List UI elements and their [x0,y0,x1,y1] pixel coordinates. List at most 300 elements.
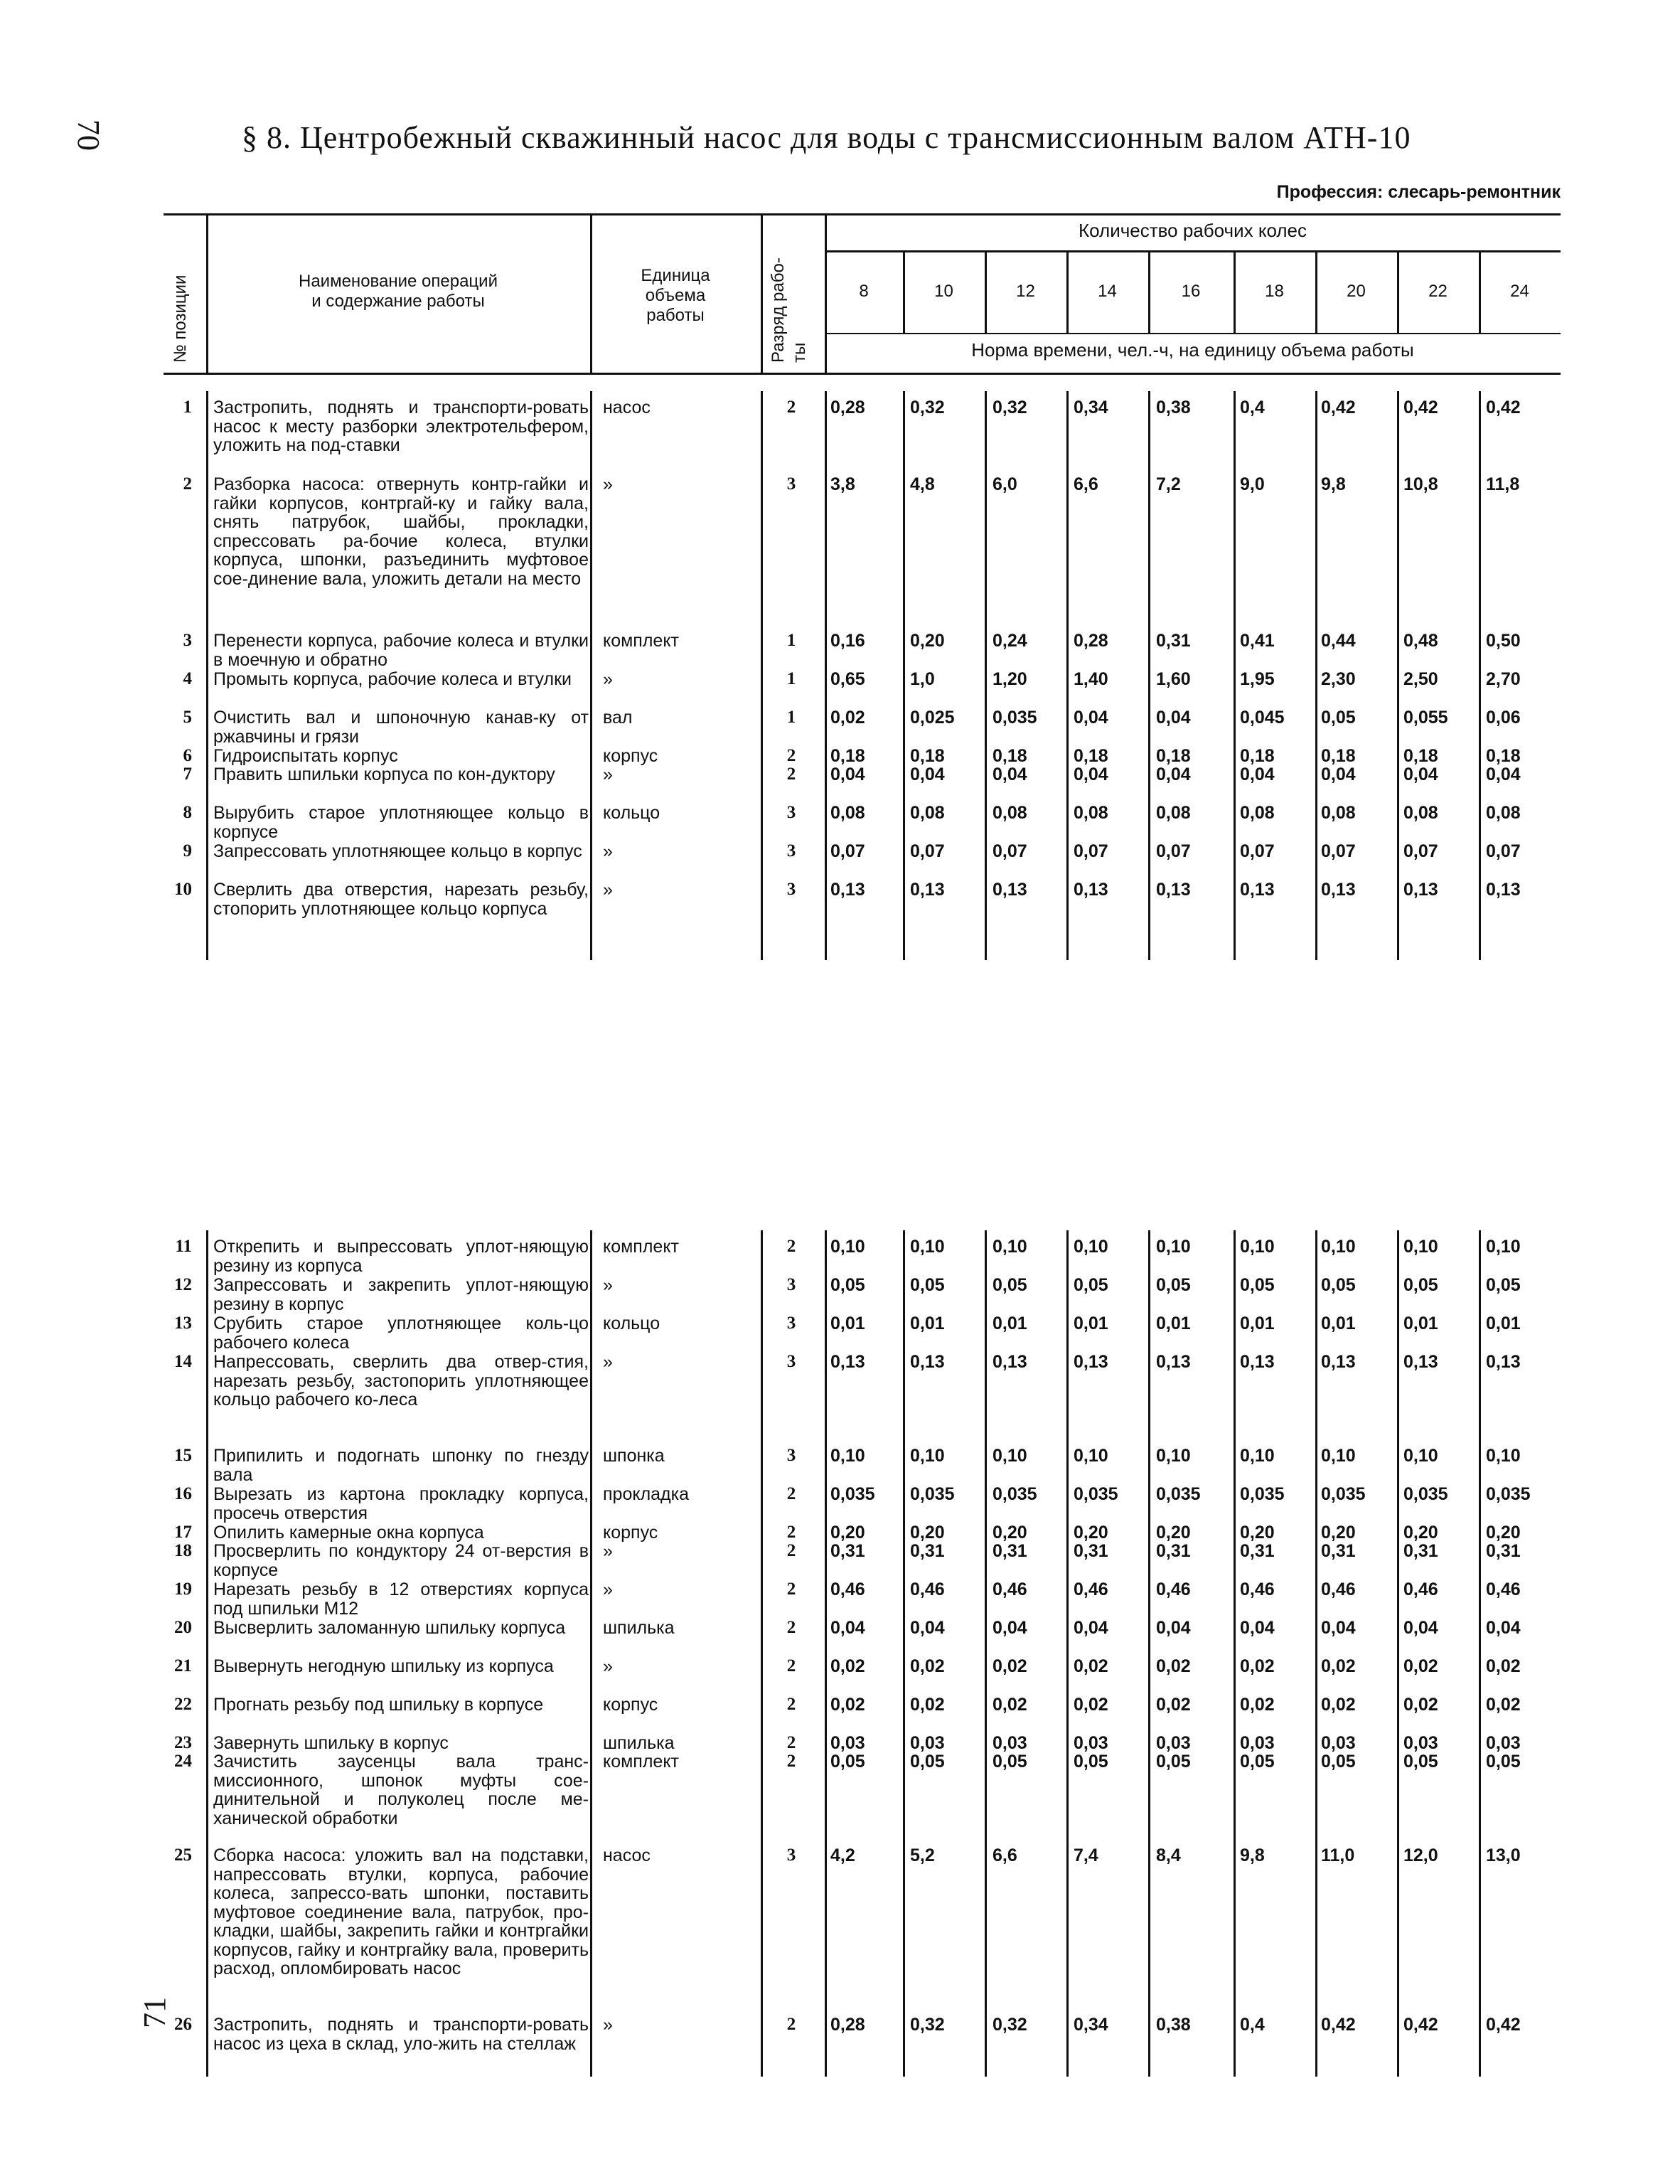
row-value: 0,03 [1403,1733,1438,1753]
row-value: 0,02 [1074,1656,1108,1676]
body-column-rule [825,391,827,960]
body-column-rule [1148,391,1150,960]
row-value: 0,01 [1156,1314,1191,1333]
row-value: 0,46 [1156,1580,1191,1599]
row-value: 0,05 [1486,1275,1521,1295]
row-value: 0,035 [1240,1484,1285,1504]
row-grade: 3 [786,1275,796,1294]
row-operation-text: Править шпильки корпуса по кон-дуктору [213,765,555,784]
header-norm: Норма времени, чел.-ч, на единицу объема работы [971,339,1414,361]
body-column-rule [1315,1230,1317,2077]
row-value: 0,31 [993,1541,1027,1561]
row-value: 0,46 [1074,1580,1108,1599]
row-grade: 3 [786,474,796,494]
row-value: 0,01 [1074,1314,1108,1333]
row-value: 0,31 [1074,1541,1108,1561]
row-value: 7,2 [1156,474,1181,494]
header-column-rule [1148,250,1150,333]
header-column-rule [1234,250,1236,333]
row-value: 0,32 [993,2015,1027,2035]
row-value: 0,01 [830,1314,865,1333]
row-operation-text: Очистить вал и шпоночную канав-ку от ржавчины и грязи [213,708,589,747]
row-value: 0,04 [830,1618,865,1638]
row-value: 0,04 [1156,708,1191,728]
row-operation-text: Промыть корпуса, рабочие колеса и втулки [213,669,572,689]
row-value: 7,4 [1074,1845,1098,1865]
row-value: 0,02 [1486,1695,1521,1715]
row-value: 0,04 [1074,708,1108,728]
row-value: 0,18 [1321,746,1356,766]
row-unit: насос [603,398,651,417]
row-value: 0,18 [1403,746,1438,766]
row-position-number: 17 [174,1523,192,1542]
row-value: 0,04 [1486,1618,1521,1638]
row-value: 0,31 [1486,1541,1521,1561]
row-value: 0,18 [910,746,945,766]
row-unit: шпонка [603,1446,665,1466]
row-value: 0,04 [1156,1618,1191,1638]
row-operation-text: Гидроиспытать корпус [213,746,398,766]
header-unit: Единица объема работы [641,266,710,325]
row-value: 0,20 [1240,1523,1275,1543]
header-column-rule [590,213,592,373]
row-value: 0,13 [993,1352,1027,1372]
row-value: 0,02 [1074,1695,1108,1715]
row-position-number: 4 [183,669,192,688]
body-column-rule [1397,391,1399,960]
header-column-rule [985,250,987,333]
row-value: 0,035 [910,1484,955,1504]
row-value: 0,07 [1074,841,1108,861]
row-value: 0,04 [1074,765,1108,784]
row-operation-text: Застропить, поднять и транспорти-ровать насос из цеха в склад, уло-жить на стеллаж [213,2015,589,2054]
row-value: 0,13 [910,1352,945,1372]
row-unit: шпилька [603,1618,675,1638]
body-column-rule [1315,391,1317,960]
row-value: 0,16 [830,631,865,651]
body-column-rule [1397,1230,1399,2077]
row-value: 0,02 [830,1656,865,1676]
row-grade: 3 [786,803,796,822]
row-position-number: 8 [183,803,192,822]
row-value: 0,13 [830,880,865,900]
header-wheels-group: Количество рабочих колес [1078,220,1307,241]
row-value: 0,13 [1074,1352,1108,1372]
header-column-rule [761,213,763,373]
row-value: 0,44 [1321,631,1356,651]
wheel-count-header: 18 [1265,282,1284,301]
row-unit: комплект [603,631,680,651]
row-value: 6,6 [1074,474,1098,494]
row-value: 0,13 [1403,1352,1438,1372]
row-operation-text: Сверлить два отверстия, нарезать резьбу, стопорить уплотняющее кольцо корпуса [213,880,589,919]
row-grade: 3 [786,1845,796,1865]
row-value: 0,13 [1321,880,1356,900]
wheel-count-header: 24 [1510,282,1529,301]
row-grade: 2 [786,1237,796,1256]
row-value: 0,46 [910,1580,945,1599]
row-value: 0,08 [1074,803,1108,823]
row-value: 0,05 [1321,1275,1356,1295]
row-operation-text: Сборка насоса: уложить вал на подставки, напрессовать втулки, корпуса, рабочие колеса, запрессо-вать шпонки, поставить муфтовое соединение вала, патрубок, про-кладки, шайбы, закрепить гайки и контргайки корпусов, гайку и контргайку вала, проверить расход, опломбировать насос [213,1845,589,1978]
row-value: 0,02 [1156,1656,1191,1676]
row-position-number: 22 [174,1695,192,1714]
row-value: 0,035 [993,1484,1037,1504]
row-value: 0,035 [1321,1484,1366,1504]
row-value: 0,18 [1156,746,1191,766]
row-value: 0,06 [1486,708,1521,728]
row-value: 0,46 [993,1580,1027,1599]
row-value: 0,05 [993,1752,1027,1772]
row-value: 0,04 [910,765,945,784]
row-position-number: 5 [183,708,192,727]
row-position-number: 25 [174,1845,192,1865]
row-value: 0,31 [830,1541,865,1561]
row-unit: комплект [603,1752,680,1772]
row-value: 0,04 [1321,1618,1356,1638]
row-value: 0,10 [993,1237,1027,1257]
row-position-number: 23 [174,1733,192,1752]
row-position-number: 10 [174,880,192,899]
row-grade: 2 [786,765,796,784]
row-value: 0,03 [1240,1733,1275,1753]
row-value: 9,8 [1321,474,1346,494]
row-operation-text: Вывернуть негодную шпильку из корпуса [213,1656,554,1676]
row-value: 0,03 [1486,1733,1521,1753]
wheel-count-header: 14 [1098,282,1117,301]
row-value: 13,0 [1486,1845,1521,1865]
header-position: № позиции [171,275,190,363]
row-grade: 2 [786,1523,796,1542]
row-value: 0,04 [1403,765,1438,784]
header-operation: Наименование операций и содержание работы [299,272,498,311]
row-value: 1,0 [910,669,935,689]
row-operation-text: Зачистить заусенцы вала транс-миссионного, шпонок муфты сое-динительной и полуколец после ме-ханической обработки [213,1752,589,1828]
header-grade: Разряд рабо- ты [769,257,809,363]
body-column-rule [825,1230,827,2077]
row-value: 0,02 [1403,1695,1438,1715]
section-title: § 8. Центробежный скважинный насос для воды с трансмиссионным валом АТН-10 [242,120,1411,155]
body-column-rule [1148,1230,1150,2077]
row-value: 0,50 [1486,631,1521,651]
row-value: 0,46 [1486,1580,1521,1599]
row-unit: » [603,1656,613,1676]
row-value: 0,13 [1156,1352,1191,1372]
row-value: 0,02 [910,1656,945,1676]
row-position-number: 7 [183,765,192,784]
row-value: 0,02 [1240,1695,1275,1715]
row-value: 0,10 [830,1446,865,1466]
row-operation-text: Вырубить старое уплотняющее кольцо в корпусе [213,803,589,842]
row-value: 0,24 [993,631,1027,651]
wheel-count-header: 20 [1347,282,1366,301]
row-value: 0,04 [1486,765,1521,784]
row-value: 0,035 [993,708,1037,728]
row-unit: » [603,841,613,861]
row-value: 0,42 [1486,2015,1521,2035]
row-value: 0,10 [1240,1446,1275,1466]
profession-label: Профессия: слесарь-ремонтник [1276,182,1561,202]
row-value: 0,045 [1240,708,1285,728]
row-unit: шпилька [603,1733,675,1753]
row-value: 0,08 [830,803,865,823]
row-value: 0,42 [1403,2015,1438,2035]
row-position-number: 21 [174,1656,192,1676]
row-value: 9,0 [1240,474,1265,494]
row-unit: » [603,1541,613,1561]
header-column-rule [825,213,827,373]
body-column-rule [206,1230,208,2077]
row-operation-text: Застропить, поднять и транспорти-ровать насос к месту разборки электротельфером, уложить на под-ставки [213,398,589,455]
row-grade: 3 [786,1314,796,1333]
row-value: 5,2 [910,1845,935,1865]
row-value: 0,18 [1074,746,1108,766]
body-column-rule [985,391,987,960]
row-value: 2,30 [1321,669,1356,689]
row-unit: » [603,765,613,784]
row-value: 0,08 [1321,803,1356,823]
row-value: 0,055 [1403,708,1448,728]
row-value: 0,04 [1240,765,1275,784]
row-position-number: 1 [183,398,192,417]
row-grade: 2 [786,1752,796,1771]
row-value: 1,20 [993,669,1027,689]
row-value: 0,02 [1321,1695,1356,1715]
header-bottom-rule [164,373,1561,375]
wheels-group-rule [825,250,1561,252]
row-value: 0,18 [1240,746,1275,766]
row-value: 0,13 [1074,880,1108,900]
row-unit: » [603,880,613,900]
row-unit: » [603,474,613,494]
row-value: 4,2 [830,1845,855,1865]
wheel-count-header: 12 [1016,282,1035,301]
row-value: 0,48 [1403,631,1438,651]
row-grade: 3 [786,841,796,861]
row-value: 0,13 [1321,1352,1356,1372]
row-value: 0,02 [993,1656,1027,1676]
row-value: 0,18 [1486,746,1521,766]
row-value: 0,13 [1486,880,1521,900]
row-value: 1,95 [1240,669,1275,689]
body-column-rule [903,1230,905,2077]
row-value: 0,20 [830,1523,865,1543]
row-unit: корпус [603,1695,658,1715]
row-value: 3,8 [830,474,855,494]
body-column-rule [761,1230,763,2077]
row-value: 0,10 [910,1446,945,1466]
row-value: 0,28 [1074,631,1108,651]
row-value: 0,31 [1321,1541,1356,1561]
body-column-rule [1479,1230,1481,2077]
row-value: 2,70 [1486,669,1521,689]
row-grade: 3 [786,1446,796,1465]
row-value: 0,42 [1321,398,1356,417]
header-column-rule [1315,250,1317,333]
row-value: 6,6 [993,1845,1017,1865]
row-grade: 1 [786,708,796,727]
row-value: 0,10 [830,1237,865,1257]
row-value: 0,46 [1321,1580,1356,1599]
row-value: 0,02 [1403,1656,1438,1676]
row-value: 11,8 [1486,474,1520,494]
row-position-number: 3 [183,631,192,650]
row-operation-text: Нарезать резьбу в 12 отверстиях корпуса под шпильки М12 [213,1580,589,1619]
row-operation-text: Просверлить по кондуктору 24 от-верстия в корпусе [213,1541,589,1580]
row-value: 0,13 [1240,880,1275,900]
row-position-number: 26 [174,2015,192,2034]
row-value: 0,02 [910,1695,945,1715]
row-value: 0,01 [1321,1314,1356,1333]
row-value: 0,04 [1074,1618,1108,1638]
row-value: 6,0 [993,474,1017,494]
row-value: 0,13 [910,880,945,900]
row-value: 0,10 [1486,1446,1521,1466]
row-value: 0,035 [1486,1484,1531,1504]
row-operation-text: Завернуть шпильку в корпус [213,1733,449,1753]
row-value: 0,05 [830,1752,865,1772]
row-grade: 2 [786,1484,796,1503]
body-column-rule [985,1230,987,2077]
wheel-count-header: 10 [934,282,953,301]
row-unit: корпус [603,746,658,766]
wheel-count-header: 16 [1181,282,1201,301]
row-position-number: 14 [174,1352,192,1371]
row-value: 0,03 [1156,1733,1191,1753]
row-value: 0,10 [993,1446,1027,1466]
row-value: 0,05 [1240,1275,1275,1295]
row-value: 0,31 [1156,1541,1191,1561]
body-column-rule [1234,1230,1236,2077]
row-value: 0,05 [830,1275,865,1295]
row-value: 9,8 [1240,1845,1265,1865]
row-value: 0,10 [1240,1237,1275,1257]
row-value: 0,20 [1074,1523,1108,1543]
body-column-rule [1479,391,1481,960]
row-unit: » [603,2015,613,2035]
row-grade: 2 [786,1580,796,1599]
row-value: 0,05 [1486,1752,1521,1772]
row-value: 0,03 [993,1733,1027,1753]
row-grade: 2 [786,2015,796,2034]
norm-rule [825,333,1561,334]
row-value: 0,07 [1156,841,1191,861]
row-value: 10,8 [1403,474,1438,494]
row-grade: 2 [786,398,796,417]
row-value: 0,02 [1156,1695,1191,1715]
row-value: 0,02 [1321,1656,1356,1676]
row-value: 0,13 [1486,1352,1521,1372]
row-value: 0,10 [1403,1237,1438,1257]
row-value: 0,46 [830,1580,865,1599]
row-value: 0,38 [1156,2015,1191,2035]
row-value: 0,03 [1321,1733,1356,1753]
row-value: 0,10 [1321,1446,1356,1466]
row-value: 0,07 [1321,841,1356,861]
row-value: 0,04 [1156,765,1191,784]
row-value: 0,07 [830,841,865,861]
body-column-rule [761,391,763,960]
row-grade: 3 [786,880,796,899]
row-operation-text: Вырезать из картона прокладку корпуса, просечь отверстия [213,1484,589,1523]
row-value: 0,04 [910,1618,945,1638]
row-grade: 2 [786,1695,796,1714]
row-unit: вал [603,708,633,728]
row-value: 0,025 [910,708,955,728]
row-value: 0,42 [1321,2015,1356,2035]
row-position-number: 2 [183,474,192,494]
row-value: 1,60 [1156,669,1191,689]
row-value: 0,04 [1240,1618,1275,1638]
row-value: 0,10 [1074,1446,1108,1466]
row-value: 0,07 [1240,841,1275,861]
row-unit: » [603,1580,613,1599]
row-value: 0,28 [830,398,865,417]
row-operation-text: Высверлить заломанную шпильку корпуса [213,1618,566,1638]
row-value: 0,05 [910,1275,945,1295]
row-value: 0,31 [1403,1541,1438,1561]
row-value: 0,035 [1156,1484,1201,1504]
row-grade: 2 [786,746,796,765]
row-position-number: 19 [174,1580,192,1599]
body-column-rule [1234,391,1236,960]
row-value: 0,20 [1321,1523,1356,1543]
row-position-number: 20 [174,1618,192,1637]
row-value: 0,31 [1240,1541,1275,1561]
row-value: 0,02 [1486,1656,1521,1676]
row-value: 0,07 [1403,841,1438,861]
row-value: 0,20 [910,631,945,651]
body-column-rule [590,1230,592,2077]
row-value: 0,05 [1321,1752,1356,1772]
body-column-rule [1066,391,1069,960]
row-value: 0,02 [1240,1656,1275,1676]
row-value: 0,08 [1403,803,1438,823]
row-value: 0,01 [993,1314,1027,1333]
row-operation-text: Запрессовать и закрепить уплот-няющую резину в корпус [213,1275,589,1314]
row-position-number: 6 [183,746,192,765]
row-unit: кольцо [603,803,660,823]
row-operation-text: Срубить старое уплотняющее коль-цо рабочего колеса [213,1314,589,1353]
row-unit: комплект [603,1237,680,1257]
row-value: 0,13 [1156,880,1191,900]
header-column-rule [1479,250,1481,333]
row-value: 0,05 [1403,1752,1438,1772]
row-value: 0,02 [993,1695,1027,1715]
row-value: 0,4 [1240,398,1265,417]
row-value: 12,0 [1403,1845,1438,1865]
row-value: 0,42 [1486,398,1521,417]
row-value: 0,05 [1074,1275,1108,1295]
row-value: 0,20 [1403,1523,1438,1543]
row-value: 0,10 [1321,1237,1356,1257]
row-position-number: 9 [183,841,192,861]
row-value: 0,20 [993,1523,1027,1543]
row-value: 0,05 [1156,1275,1191,1295]
row-value: 0,32 [993,398,1027,417]
row-position-number: 13 [174,1314,192,1333]
row-value: 0,4 [1240,2015,1265,2035]
row-operation-text: Перенести корпуса, рабочие колеса и втулки в моечную и обратно [213,631,589,670]
page-number-top: 70 [71,119,106,151]
row-value: 0,05 [910,1752,945,1772]
row-value: 0,32 [910,398,945,417]
row-value: 4,8 [910,474,935,494]
row-value: 8,4 [1156,1845,1181,1865]
header-column-rule [1397,250,1399,333]
row-value: 0,05 [1074,1752,1108,1772]
row-grade: 2 [786,1656,796,1676]
